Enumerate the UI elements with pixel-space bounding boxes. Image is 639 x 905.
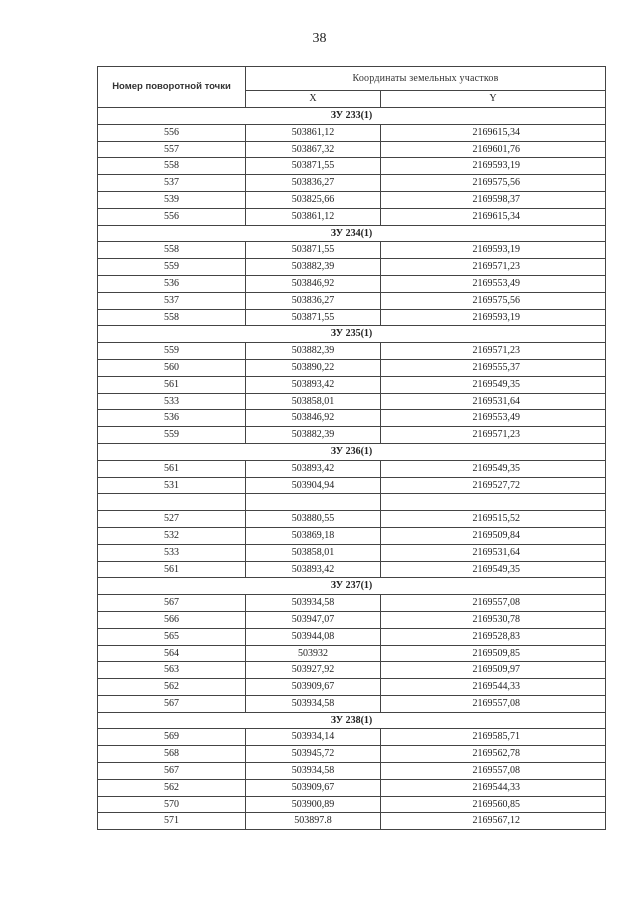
x-cell: 503871,55 [246,158,381,175]
point-cell: 566 [98,611,246,628]
y-cell: 2169527,72 [381,477,606,494]
table-row [98,746,606,763]
group-header-row [98,443,606,460]
y-cell: 2169528,83 [381,628,606,645]
point-cell: 556 [98,208,246,225]
x-cell: 503836,27 [246,175,381,192]
y-cell: 2169549,35 [381,460,606,477]
x-cell: 503858,01 [246,544,381,561]
y-cell: 2169530,78 [381,611,606,628]
point-cell: 561 [98,376,246,393]
parcel-title: ЗУ 233(1) [98,108,606,125]
point-cell: 567 [98,763,246,780]
table-row [98,695,606,712]
y-cell: 2169553,49 [381,410,606,427]
point-cell: 563 [98,662,246,679]
x-cell: 503893,42 [246,376,381,393]
x-cell: 503871,55 [246,309,381,326]
point-cell: 570 [98,796,246,813]
point-cell: 561 [98,460,246,477]
point-cell: 533 [98,393,246,410]
x-cell: 503880,55 [246,511,381,528]
parcel-title: ЗУ 234(1) [98,225,606,242]
group-header-row [98,326,606,343]
coordinates-table [97,66,606,830]
y-cell: 2169575,56 [381,292,606,309]
parcel-title: ЗУ 238(1) [98,712,606,729]
x-cell: 503825,66 [246,191,381,208]
y-cell: 2169557,08 [381,763,606,780]
table-row [98,511,606,528]
table-row [98,679,606,696]
table-row [98,359,606,376]
y-cell: 2169509,97 [381,662,606,679]
table-row [98,175,606,192]
y-cell [381,494,606,511]
x-cell: 503945,72 [246,746,381,763]
table-row [98,343,606,360]
point-cell: 558 [98,158,246,175]
table-row [98,292,606,309]
y-cell: 2169615,34 [381,208,606,225]
y-cell: 2169515,52 [381,511,606,528]
y-cell: 2169567,12 [381,813,606,830]
point-cell: 558 [98,309,246,326]
point-cell: 536 [98,275,246,292]
table-row [98,141,606,158]
group-header-row [98,712,606,729]
point-cell: 537 [98,292,246,309]
y-cell: 2169509,85 [381,645,606,662]
x-cell [246,494,381,511]
table-row [98,460,606,477]
table-row [98,611,606,628]
table-row [98,561,606,578]
point-cell: 533 [98,544,246,561]
point-cell: 571 [98,813,246,830]
table-row [98,309,606,326]
y-cell: 2169575,56 [381,175,606,192]
x-cell: 503836,27 [246,292,381,309]
table-row [98,158,606,175]
point-cell: 536 [98,410,246,427]
y-cell: 2169544,33 [381,779,606,796]
table-row [98,796,606,813]
table-row [98,191,606,208]
y-cell: 2169571,23 [381,427,606,444]
x-cell: 503846,92 [246,410,381,427]
table-row [98,376,606,393]
point-cell: 539 [98,191,246,208]
point-cell: 560 [98,359,246,376]
point-cell: 531 [98,477,246,494]
x-cell: 503846,92 [246,275,381,292]
y-cell: 2169562,78 [381,746,606,763]
x-cell: 503904,94 [246,477,381,494]
group-header-row [98,108,606,125]
x-cell: 503858,01 [246,393,381,410]
y-cell: 2169601,76 [381,141,606,158]
table-row [98,208,606,225]
group-header-row [98,578,606,595]
coordinates-column-header: Координаты земельных участков [246,67,606,91]
parcel-title: ЗУ 237(1) [98,578,606,595]
point-cell: 559 [98,343,246,360]
parcel-title: ЗУ 235(1) [98,326,606,343]
y-cell: 2169553,49 [381,275,606,292]
header-row-top [98,67,606,91]
x-cell: 503893,42 [246,460,381,477]
point-cell: 568 [98,746,246,763]
x-cell: 503900,89 [246,796,381,813]
table-row [98,595,606,612]
y-cell: 2169585,71 [381,729,606,746]
point-cell: 559 [98,427,246,444]
parcel-title: ЗУ 236(1) [98,443,606,460]
y-cell: 2169549,35 [381,561,606,578]
point-cell: 556 [98,124,246,141]
x-cell: 503861,12 [246,208,381,225]
y-cell: 2169560,85 [381,796,606,813]
y-cell: 2169593,19 [381,158,606,175]
x-cell: 503947,07 [246,611,381,628]
x-cell: 503932 [246,645,381,662]
x-cell: 503869,18 [246,527,381,544]
y-cell: 2169557,08 [381,695,606,712]
x-cell: 503934,58 [246,595,381,612]
point-cell: 562 [98,779,246,796]
x-cell: 503934,58 [246,763,381,780]
y-cell: 2169571,23 [381,259,606,276]
point-cell: 567 [98,695,246,712]
point-cell: 527 [98,511,246,528]
point-cell: 561 [98,561,246,578]
point-cell: 532 [98,527,246,544]
x-cell: 503882,39 [246,427,381,444]
y-cell: 2169549,35 [381,376,606,393]
x-cell: 503934,14 [246,729,381,746]
y-cell: 2169593,19 [381,242,606,259]
page-number: 38 [312,31,327,46]
y-cell: 2169557,08 [381,595,606,612]
table-row [98,729,606,746]
point-column-header: Номер поворотной точки [98,67,246,108]
x-cell: 503909,67 [246,779,381,796]
x-cell: 503927,92 [246,662,381,679]
x-cell: 503944,08 [246,628,381,645]
y-column-header: Y [381,91,606,108]
table-row [98,662,606,679]
table-row [98,477,606,494]
table-row [98,275,606,292]
point-cell: 537 [98,175,246,192]
table-row [98,494,606,511]
table-row [98,124,606,141]
point-cell [98,494,246,511]
x-cell: 503893,42 [246,561,381,578]
point-cell: 565 [98,628,246,645]
table-row [98,427,606,444]
x-cell: 503934,58 [246,695,381,712]
point-cell: 562 [98,679,246,696]
point-cell: 558 [98,242,246,259]
table-row [98,527,606,544]
table-header [98,67,606,108]
y-cell: 2169555,37 [381,359,606,376]
x-cell: 503882,39 [246,259,381,276]
table-body [98,108,606,830]
x-cell: 503861,12 [246,124,381,141]
point-cell: 559 [98,259,246,276]
y-cell: 2169509,84 [381,527,606,544]
table-row [98,763,606,780]
table-row [98,544,606,561]
group-header-row [98,225,606,242]
x-cell: 503890,22 [246,359,381,376]
point-cell: 567 [98,595,246,612]
table-row [98,393,606,410]
y-cell: 2169598,37 [381,191,606,208]
y-cell: 2169531,64 [381,393,606,410]
table-row [98,410,606,427]
table-row [98,628,606,645]
y-cell: 2169615,34 [381,124,606,141]
table-row [98,779,606,796]
x-cell: 503909,67 [246,679,381,696]
point-cell: 557 [98,141,246,158]
point-cell: 569 [98,729,246,746]
x-column-header: X [246,91,381,108]
x-cell: 503897.8 [246,813,381,830]
y-cell: 2169593,19 [381,309,606,326]
x-cell: 503867,32 [246,141,381,158]
y-cell: 2169571,23 [381,343,606,360]
table-row [98,242,606,259]
x-cell: 503871,55 [246,242,381,259]
table-row [98,645,606,662]
point-cell: 564 [98,645,246,662]
table-row [98,259,606,276]
x-cell: 503882,39 [246,343,381,360]
table-row [98,813,606,830]
y-cell: 2169531,64 [381,544,606,561]
y-cell: 2169544,33 [381,679,606,696]
